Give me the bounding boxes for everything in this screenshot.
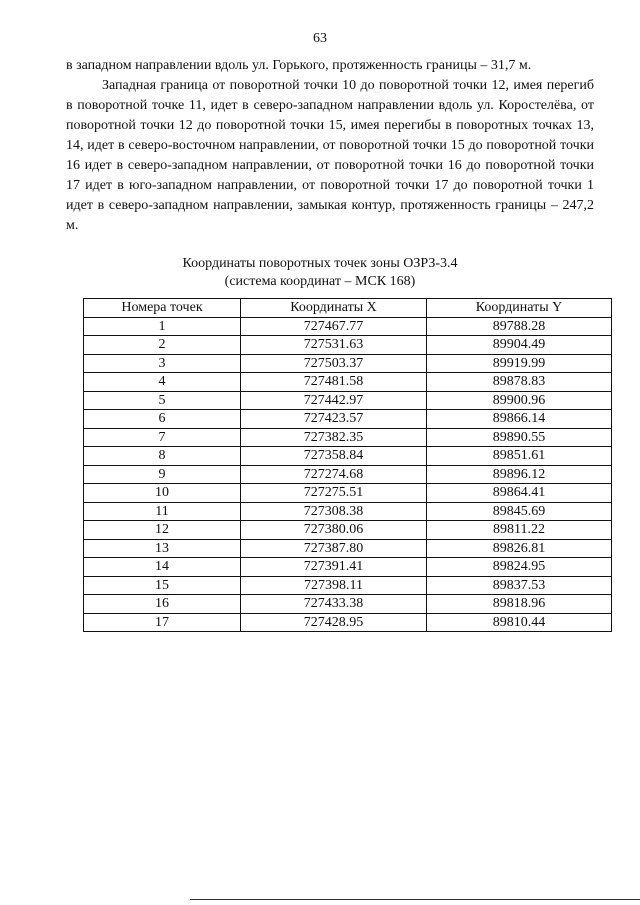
cell-coordinate-x: 727481.58 bbox=[241, 373, 427, 392]
cell-coordinate-x: 727308.38 bbox=[241, 502, 427, 521]
coordinates-table bbox=[83, 298, 612, 632]
table-row bbox=[84, 391, 612, 410]
cell-coordinate-y: 89851.61 bbox=[427, 447, 612, 466]
table-title: Координаты поворотных точек зоны ОЗРЗ-3.4 bbox=[182, 256, 458, 271]
table-row bbox=[84, 465, 612, 484]
page-number: 63 bbox=[313, 31, 327, 46]
cell-point-number: 10 bbox=[84, 484, 241, 503]
cell-coordinate-y: 89904.49 bbox=[427, 336, 612, 355]
cell-coordinate-x: 727503.37 bbox=[241, 354, 427, 373]
table-row bbox=[84, 484, 612, 503]
cell-coordinate-y: 89845.69 bbox=[427, 502, 612, 521]
cell-point-number: 2 bbox=[84, 336, 241, 355]
cell-coordinate-y: 89878.83 bbox=[427, 373, 612, 392]
cell-coordinate-y: 89919.99 bbox=[427, 354, 612, 373]
cell-coordinate-x: 727275.51 bbox=[241, 484, 427, 503]
cell-coordinate-x: 727467.77 bbox=[241, 317, 427, 336]
table-row bbox=[84, 576, 612, 595]
cell-point-number: 17 bbox=[84, 613, 241, 632]
cell-point-number: 5 bbox=[84, 391, 241, 410]
table-subtitle: (система координат – МСК 168) bbox=[224, 274, 416, 289]
table-row bbox=[84, 354, 612, 373]
cell-point-number: 7 bbox=[84, 428, 241, 447]
cell-coordinate-x: 727531.63 bbox=[241, 336, 427, 355]
table-row bbox=[84, 558, 612, 577]
cell-coordinate-y: 89810.44 bbox=[427, 613, 612, 632]
table-row bbox=[84, 410, 612, 429]
table-row bbox=[84, 317, 612, 336]
cell-coordinate-x: 727433.38 bbox=[241, 595, 427, 614]
table-row bbox=[84, 336, 612, 355]
cell-coordinate-x: 727398.11 bbox=[241, 576, 427, 595]
cell-coordinate-y: 89811.22 bbox=[427, 521, 612, 540]
paragraph-continuation: в западном направлении вдоль ул. Горького, протяженность границы – 31,7 м. bbox=[66, 58, 532, 73]
footer-rule bbox=[190, 899, 640, 900]
cell-coordinate-x: 727382.35 bbox=[241, 428, 427, 447]
cell-coordinate-x: 727358.84 bbox=[241, 447, 427, 466]
cell-coordinate-y: 89818.96 bbox=[427, 595, 612, 614]
table-row bbox=[84, 521, 612, 540]
cell-coordinate-y: 89890.55 bbox=[427, 428, 612, 447]
table-header-row bbox=[84, 299, 612, 318]
table-row bbox=[84, 613, 612, 632]
cell-coordinate-y: 89900.96 bbox=[427, 391, 612, 410]
cell-coordinate-x: 727391.41 bbox=[241, 558, 427, 577]
cell-point-number: 14 bbox=[84, 558, 241, 577]
cell-point-number: 1 bbox=[84, 317, 241, 336]
cell-coordinate-x: 727428.95 bbox=[241, 613, 427, 632]
cell-coordinate-y: 89826.81 bbox=[427, 539, 612, 558]
cell-coordinate-y: 89896.12 bbox=[427, 465, 612, 484]
table-row bbox=[84, 539, 612, 558]
cell-coordinate-y: 89864.41 bbox=[427, 484, 612, 503]
cell-coordinate-x: 727380.06 bbox=[241, 521, 427, 540]
header-coordinate-y: Координаты Y bbox=[427, 299, 612, 318]
table-row bbox=[84, 502, 612, 521]
cell-coordinate-y: 89824.95 bbox=[427, 558, 612, 577]
cell-point-number: 12 bbox=[84, 521, 241, 540]
cell-point-number: 3 bbox=[84, 354, 241, 373]
cell-point-number: 6 bbox=[84, 410, 241, 429]
cell-point-number: 9 bbox=[84, 465, 241, 484]
cell-coordinate-x: 727442.97 bbox=[241, 391, 427, 410]
body-text bbox=[66, 56, 594, 236]
header-point-number: Номера точек bbox=[84, 299, 241, 318]
cell-point-number: 13 bbox=[84, 539, 241, 558]
cell-coordinate-x: 727423.57 bbox=[241, 410, 427, 429]
table-row bbox=[84, 428, 612, 447]
cell-point-number: 4 bbox=[84, 373, 241, 392]
cell-coordinate-y: 89866.14 bbox=[427, 410, 612, 429]
cell-coordinate-x: 727387.80 bbox=[241, 539, 427, 558]
cell-coordinate-y: 89788.28 bbox=[427, 317, 612, 336]
paragraph-western-boundary: Западная граница от поворотной точки 10 до поворотной точки 12, имея перегиб в поворотной точке 11, идет в северо-западном направлении вдоль ул. Коростелёва, от поворотной точки 12 до поворотной точки 15, имея перегибы в поворотных точках 13, 14, идет в северо-восточном направлении, от поворотной точки 15 до поворотной точки 16 идет в северо-западном направлении, от поворотной точки 16 до поворотной точки 17 идет в юго-западном направлении, от поворотной точки 17 до поворотной точки 1 идет в северо-западном направлении, замыкая контур, протяженность границы – 247,2 м. bbox=[66, 78, 594, 233]
table-caption bbox=[0, 255, 640, 291]
cell-coordinate-x: 727274.68 bbox=[241, 465, 427, 484]
cell-point-number: 8 bbox=[84, 447, 241, 466]
header-coordinate-x: Координаты X bbox=[241, 299, 427, 318]
table-body bbox=[84, 317, 612, 632]
table-row bbox=[84, 595, 612, 614]
cell-point-number: 15 bbox=[84, 576, 241, 595]
cell-point-number: 11 bbox=[84, 502, 241, 521]
cell-coordinate-y: 89837.53 bbox=[427, 576, 612, 595]
table-row bbox=[84, 373, 612, 392]
table-row bbox=[84, 447, 612, 466]
cell-point-number: 16 bbox=[84, 595, 241, 614]
